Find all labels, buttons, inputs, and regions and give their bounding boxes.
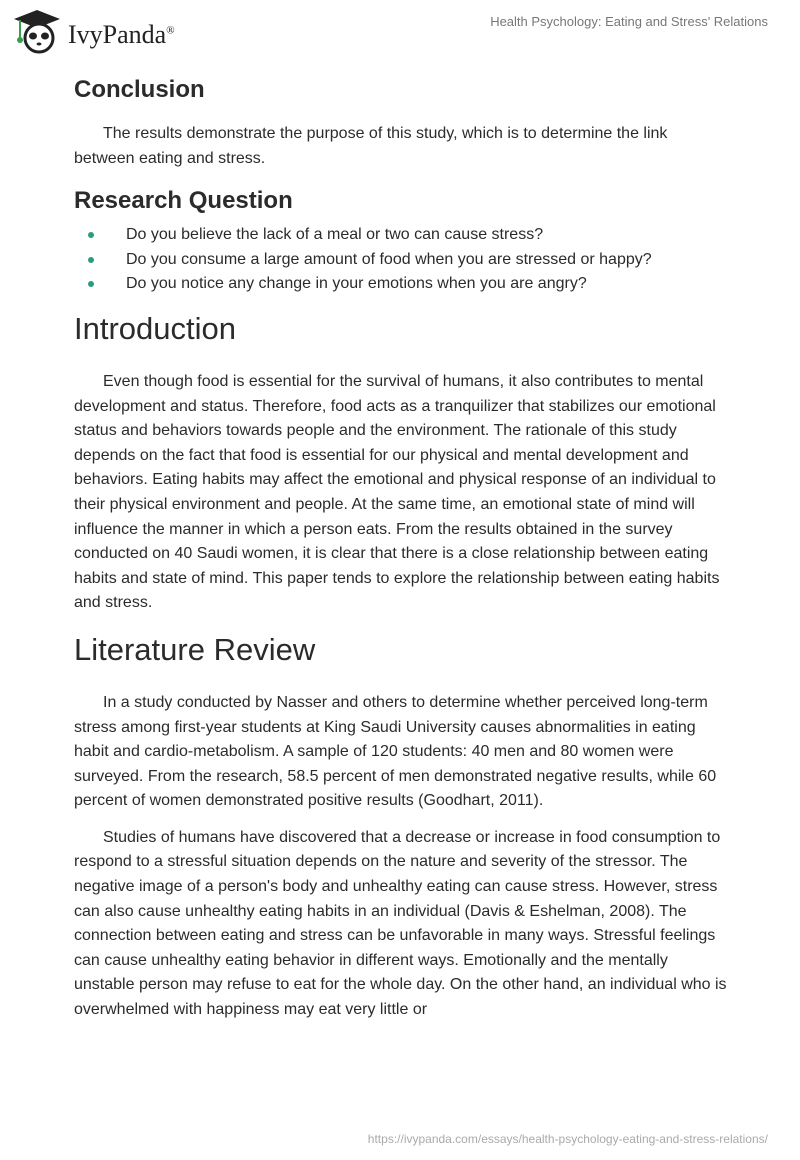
conclusion-heading: Conclusion	[74, 76, 205, 103]
source-url[interactable]: https://ivypanda.com/essays/health-psychology-eating-and-stress-relations/	[367, 1132, 768, 1146]
list-item: Do you notice any change in your emotions when you are angry?	[74, 272, 728, 297]
page-header	[0, 0, 800, 60]
literature-paragraph: Studies of humans have discovered that a decrease or increase in food consumption to respond to a stressful situation depends on the nature and severity of the stressor. The negative image of a person's body and unhealthy eating can cause stress. However, stress can also cause unhealthy eating habits in an individual (Davis & Eshelman, 2008). The connection between eating and stress can be unfavorable in many ways. Stressful feelings can cause unhealthy eating behavior in different ways. Emotionally and the mentally unstable person may refuse to eat for the whole day. On the other hand, an individual who is overwhelmed with happiness may eat very little or	[74, 828, 727, 1019]
registered-mark: ®	[166, 24, 175, 37]
conclusion-paragraph: The results demonstrate the purpose of this study, which is to determine the link between eating and stress.	[74, 125, 668, 167]
essay-content	[74, 70, 728, 1023]
document-title: Health Psychology: Eating and Stress' Relations	[490, 14, 768, 29]
literature-paragraph: In a study conducted by Nasser and others to determine whether perceived long-term stress among first-year students at King Saudi University causes abnormalities in eating habit and cardio-metabolism. A sample of 120 students: 40 men and 80 women were surveyed. From the research, 58.5 percent of men demonstrated negative results, while 60 percent of women demonstrated positive results (Goodhart, 2011).	[74, 693, 717, 810]
panda-graduate-icon	[12, 8, 62, 54]
brand-name: IvyPanda	[68, 20, 167, 49]
list-item: Do you believe the lack of a meal or two can cause stress?	[74, 223, 728, 248]
list-item: Do you consume a large amount of food when you are stressed or happy?	[74, 248, 728, 273]
literature-review-heading: Literature Review	[74, 631, 316, 667]
introduction-paragraph: Even though food is essential for the survival of humans, it also contributes to mental development and status. Therefore, food acts as a tranquilizer that stabilizes our emotional status and behaviors towards people and the environment. The rationale of this study depends on the fact that food is essential for our physical and mental development and behaviors. Eating habits may affect the emotional and physical response of an individual to their physical environment and people. At the same time, an emotional state of mind will influence the manner in which a person eats. From the results obtained in the survey conducted on 40 Saudi women, it is clear that there is a close relationship between eating habits and state of mind. This paper tends to explore the relationship between eating habits and stress.	[74, 372, 720, 612]
introduction-heading: Introduction	[74, 310, 236, 346]
research-question-list	[74, 223, 728, 297]
bullet-icon	[88, 232, 94, 238]
bullet-icon	[88, 257, 94, 263]
ivypanda-logo[interactable]	[12, 8, 175, 54]
bullet-icon	[88, 281, 94, 287]
research-question-heading: Research Question	[74, 187, 293, 215]
